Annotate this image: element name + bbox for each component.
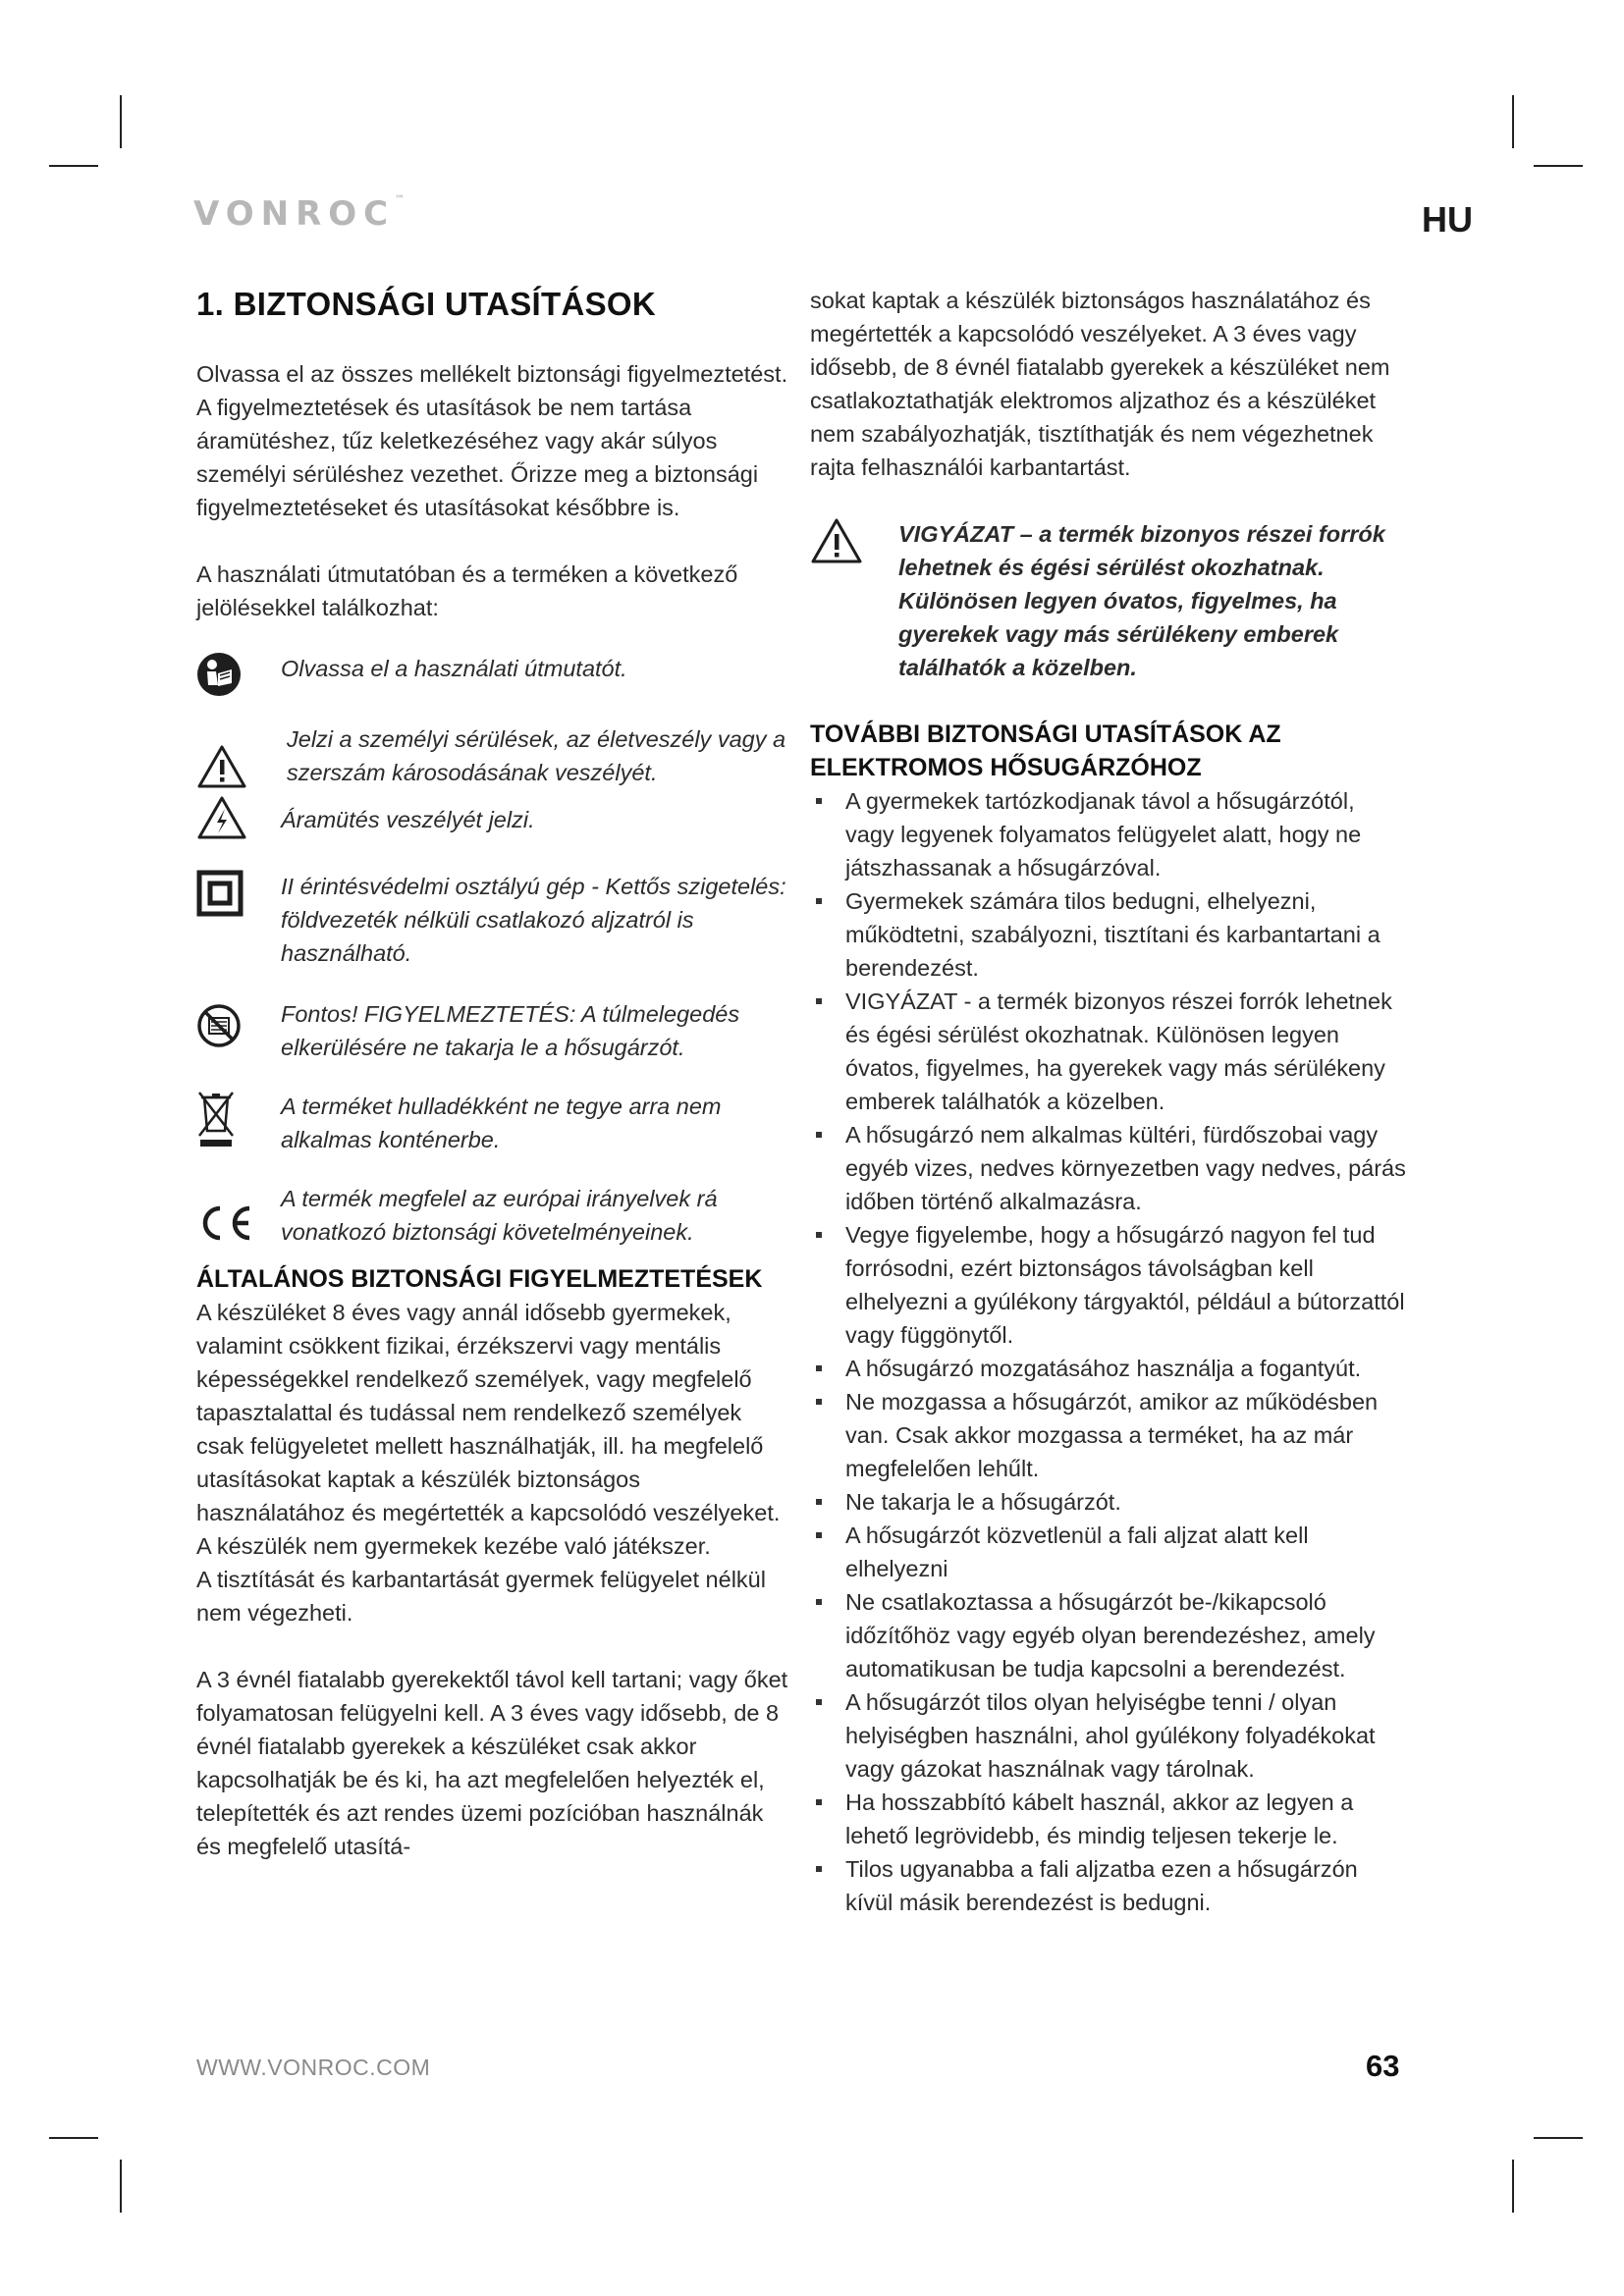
crop-mark bbox=[120, 95, 122, 148]
crop-mark bbox=[49, 165, 98, 167]
safety-bullet-list bbox=[810, 784, 1409, 1919]
symbol-text: Olvassa el a használati útmutatót. bbox=[281, 656, 627, 681]
crop-mark bbox=[120, 2160, 122, 2213]
symbol-row bbox=[196, 795, 790, 840]
right-column bbox=[810, 284, 1409, 1919]
heater-heading: TOVÁBBI BIZTONSÁGI UTASÍTÁSOK AZ ELEKTROMOS HŐSUGÁRZÓHOZ bbox=[810, 721, 1281, 781]
list-item: A hősugárzó nem alkalmas kültéri, fürdőszobai vagy egyéb vizes, nedves környezetben vagy nedves, párás időben történő alkalmazásra. bbox=[810, 1118, 1409, 1218]
symbol-row bbox=[196, 1090, 790, 1156]
section-title: 1. BIZTONSÁGI UTASÍTÁSOK bbox=[196, 286, 657, 322]
symbol-text: Fontos! FIGYELMEZTETÉS: A túlmelegedés elkerülésére ne takarja le a hősugárzót. bbox=[281, 1001, 740, 1060]
symbol-text: II érintésvédelmi osztályú gép - Kettős szigetelés: földvezeték nélküli csatlakozó aljzatról is használható. bbox=[281, 874, 786, 966]
list-item: Ne takarja le a hősugárzót. bbox=[810, 1485, 1409, 1519]
continuation-paragraph: sokat kaptak a készülék biztonságos használatához és megértették a kapcsolódó veszélyeket. A 3 éves vagy idősebb, de 8 évnél fiatalabb gyerekek a készüléket nem csatlakoztathatják elektromos aljzathoz és a készüléket nem szabályozhatják, tisztíthatják és nem végezhetnek rajta felhasználói karbantartást. bbox=[810, 288, 1390, 480]
intro-paragraph: Olvassa el az összes mellékelt biztonsági figyelmeztetést. A figyelmeztetések és utasítások be nem tartása áramütéshez, tűz keletkezéséhez vagy akár súlyos személyi sérüléshez vezethet. Őrizze meg a biztonsági figyelmeztetéseket és utasításokat későbbre is. bbox=[196, 361, 788, 520]
list-item: A hősugárzót tilos olyan helyiségbe tenni / olyan helyiségben használni, ahol gyúlékony folyadékokat vagy gázokat használnak vagy tárolnak. bbox=[810, 1685, 1409, 1786]
crop-mark bbox=[1512, 95, 1514, 148]
crop-mark bbox=[49, 2137, 98, 2139]
general-paragraph: A tisztítását és karbantartását gyermek felügyelet nélkül nem végezheti. bbox=[196, 1567, 766, 1626]
symbol-row bbox=[196, 652, 790, 697]
symbol-text: Áramütés veszélyét jelzi. bbox=[281, 807, 535, 832]
list-item: Ne mozgassa a hősugárzót, amikor az működésben van. Csak akkor mozgassa a terméket, ha az már megfelelően lehűlt. bbox=[810, 1385, 1409, 1485]
list-item: VIGYÁZAT - a termék bizonyos részei forrók lehetnek és égési sérülést okozhatnak. Különösen legyen óvatos, figyelmes, ha gyerekek vagy más sérülékeny emberek találhatók a közelben. bbox=[810, 985, 1409, 1118]
warning-icon bbox=[196, 744, 247, 789]
general-paragraph: A készüléket 8 éves vagy annál idősebb gyermekek, valamint csökkent fizikai, érzékszervi vagy mentális képességekkel rendelkező személyek, vagy megfelelő tapasztalattal és tudással nem rendelkező személyek csak felügyeletet mellett használhatják, ill. ha megfelelő utasításokat kaptak a készülék biztonságos használatához és megértették a kapcsolódó veszélyeket. A készülék nem gyermekek kezébe való játékszer. bbox=[196, 1300, 781, 1559]
general-heading: ÁLTALÁNOS BIZTONSÁGI FIGYELMEZTETÉSEK bbox=[196, 1265, 763, 1293]
page-number: 63 bbox=[1366, 2049, 1400, 2083]
list-item: A hősugárzót közvetlenül a fali aljzat alatt kell elhelyezni bbox=[810, 1519, 1409, 1585]
electric-shock-icon bbox=[196, 795, 247, 840]
warning-icon bbox=[810, 517, 863, 564]
crop-mark bbox=[1534, 165, 1583, 167]
symbol-row bbox=[196, 722, 790, 789]
symbol-text: A termék megfelel az európai irányelvek rá vonatkozó biztonsági követelményeinek. bbox=[281, 1186, 718, 1245]
weee-bin-icon bbox=[196, 1090, 236, 1148]
symbol-text: Jelzi a személyi sérülések, az életveszély vagy a szerszám károsodásának veszélyét. bbox=[287, 726, 786, 785]
caution-block bbox=[810, 517, 1409, 684]
manual-icon bbox=[196, 652, 242, 697]
list-item: Ha hosszabbító kábelt használ, akkor az legyen a lehető legrövidebb, és mindig teljesen tekerje le. bbox=[810, 1786, 1409, 1852]
caution-text: VIGYÁZAT – a termék bizonyos részei forrók lehetnek és égési sérülést okozhatnak. Különösen legyen óvatos, figyelmes, ha gyerekek vagy más sérülékeny emberek találhatók a közelben. bbox=[898, 521, 1385, 680]
class-ii-icon bbox=[196, 870, 244, 917]
symbols-intro: A használati útmutatóban és a terméken a következő jelölésekkel találkozhat: bbox=[196, 561, 738, 620]
symbol-row bbox=[196, 870, 790, 970]
symbol-row bbox=[196, 1182, 790, 1249]
brand-logo: VONROC™ bbox=[193, 194, 406, 234]
list-item: A hősugárzó mozgatásához használja a fogantyút. bbox=[810, 1352, 1409, 1385]
footer-url[interactable]: WWW.VONROC.COM bbox=[196, 2055, 431, 2080]
ce-mark-icon bbox=[196, 1203, 255, 1243]
list-item: A gyermekek tartózkodjanak távol a hősugárzótól, vagy legyenek folyamatos felügyelet alatt, hogy ne játszhassanak a hősugárzóval. bbox=[810, 784, 1409, 884]
do-not-cover-icon bbox=[196, 1003, 242, 1048]
language-code: HU bbox=[1422, 199, 1473, 240]
crop-mark bbox=[1512, 2160, 1514, 2213]
list-item: Ne csatlakoztassa a hősugárzót be-/kikapcsoló időzítőhöz vagy egyéb olyan berendezéshez, amely automatikusan be tudja kapcsolni a berendezést. bbox=[810, 1585, 1409, 1685]
crop-mark bbox=[1534, 2137, 1583, 2139]
general-paragraph: A 3 évnél fiatalabb gyerekektől távol kell tartani; vagy őket folyamatosan felügyelni kell. A 3 éves vagy idősebb, de 8 évnél fiatalabb gyerekek a készüléket csak akkor kapcsolhatják be és ki, ha azt megfelelően helyezték el, telepítették és azt rendes üzemi pozícióban használnák és megfelelő utasítá- bbox=[196, 1667, 788, 1859]
list-item: Tilos ugyanabba a fali aljzatba ezen a hősugárzón kívül másik berendezést is bedugni. bbox=[810, 1852, 1409, 1919]
list-item: Vegye figyelembe, hogy a hősugárzó nagyon fel tud forrósodni, ezért biztonságos távolságban kell elhelyezni a gyúlékony tárgyaktól, például a bútorzattól vagy függönytől. bbox=[810, 1218, 1409, 1352]
symbol-text: A terméket hulladékként ne tegye arra nem alkalmas konténerbe. bbox=[281, 1094, 722, 1152]
symbol-row bbox=[196, 997, 790, 1064]
left-column bbox=[196, 285, 790, 1863]
list-item: Gyermekek számára tilos bedugni, elhelyezni, működtetni, szabályozni, tisztítani és karbantartani a berendezést. bbox=[810, 884, 1409, 985]
